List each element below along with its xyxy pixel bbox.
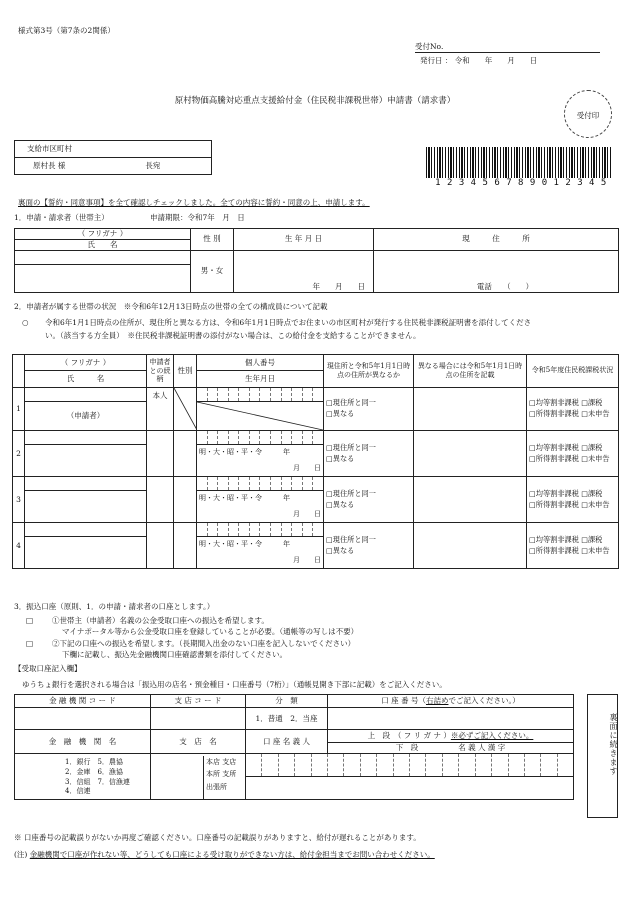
footer-note1: ※ 口座番号の記載誤りがないか再度ご確認ください。口座番号の記載誤りがありますと、給付が遅れることがあります。 (14, 833, 421, 842)
bank-code-header: 金 融 機 関 コ ー ド (15, 695, 151, 708)
option2-note: 下欄に記載し、振込先金融機関口座確認書類を添付してください。 (62, 650, 287, 659)
furigana-input[interactable] (15, 250, 191, 264)
birth-header: 生 年 月 日 (234, 229, 374, 251)
sex-header: 性 別 (191, 229, 234, 251)
hh-mynumber-input[interactable] (197, 388, 324, 402)
addressee-box (14, 140, 212, 175)
account-type-options[interactable]: 1．普通 2．当座 (246, 708, 328, 730)
hh-address-diff-header: 現住所と令和5年1月1日時点の住所が異なるか (324, 355, 414, 388)
address-input[interactable]: 電話 （ ） (374, 250, 619, 292)
option2-label: ②下記の口座への振込を希望します。（長期間入出金のない口座を記入しないでください） (52, 639, 356, 648)
hh-tax-options: □均等割非課税 □課税 □所得割非課税 □未申告 (527, 431, 619, 477)
hh-mynumber-header: 個人番号 (197, 355, 324, 371)
bank-table (14, 694, 574, 800)
deadline: 申請期限：令和7年 月 日 (150, 213, 245, 222)
hh-address-diff-options: □現住所と同一 □異なる (324, 477, 414, 523)
page-title: 原村物価高騰対応重点支援給付金（住民税非課税世帯）申請書（請求書） (174, 96, 456, 106)
bank-code-input[interactable] (15, 708, 151, 730)
holder-input[interactable] (246, 754, 574, 800)
hh-sex-input[interactable] (174, 431, 197, 477)
mayor-label: 原村長 様 長宛 (15, 158, 212, 175)
hh-sex-input[interactable] (174, 523, 197, 569)
account-number-header: 口 座 番 号（右詰めでご記入ください。） (328, 695, 574, 708)
hh-address-diff-options: □現住所と同一 □異なる (324, 431, 414, 477)
upper-header: 上 段 （ フ リ ガ ナ ）※必ずご記入ください。 (328, 730, 574, 743)
note-line2: い。（該当する方全員） ※住民税非課税証明書の添付がない場合は、この給付金を支給することができません。 (45, 331, 421, 340)
continued-on-back: 裏面に続きます (587, 694, 618, 818)
hh-relation-header: 申請者との続柄 (147, 355, 174, 388)
barcode (426, 147, 612, 178)
branch-code-header: 支 店 コ ー ド (151, 695, 246, 708)
hh-mynumber-input[interactable] (197, 477, 324, 491)
footer-note2: (注) 金融機関で口座が作れない等、どうしても口座による受け取りができない方は、給付金担当までお問い合わせください。 (14, 850, 435, 859)
receipt-number: 受付No. (415, 43, 600, 53)
branch-code-input[interactable] (151, 708, 246, 730)
hh-row-num: 3 (13, 477, 25, 523)
option1-note: マイナポータル等から公金受取口座を登録していることが必要。（通帳等の写しは不要） (62, 627, 359, 636)
hh-furigana-input[interactable] (25, 523, 147, 537)
birth-input[interactable]: 年 月 日 (234, 250, 374, 292)
hh-prev-address-input[interactable] (414, 388, 527, 431)
bullet: ○ (22, 318, 29, 327)
hh-furigana-input[interactable] (25, 477, 147, 491)
account-type-header: 分 類 (246, 695, 328, 708)
hh-sex-header: 性別 (174, 355, 197, 388)
hh-row-num: 1 (13, 388, 25, 431)
hh-name: （申請者） (25, 402, 147, 431)
hh-birth-input[interactable]: 明・大・昭・平・令 年 月 日 (197, 445, 324, 477)
form-number: 様式第3号（第7条の2関係） (18, 26, 115, 35)
hh-mynumber-input[interactable] (197, 431, 324, 445)
hh-birth-input[interactable]: 明・大・昭・平・令 年 月 日 (197, 491, 324, 523)
hh-tax-options: □均等割非課税 □課税 □所得割非課税 □未申告 (527, 388, 619, 431)
hh-name-input[interactable] (25, 491, 147, 523)
section3-heading: 3．振込口座（原則、1．の申請・請求者の口座とします。） (14, 602, 215, 611)
barcode-digits: 1 2 3 4 5 6 7 8 9 0 1 2 3 4 5 (435, 178, 607, 188)
hh-tax-header: 令和5年度住民税課税状況 (527, 355, 619, 388)
hh-name-input[interactable] (25, 537, 147, 569)
hh-name-header: 氏 名 (25, 371, 147, 388)
hh-address-diff-options: □現住所と同一 □異なる (324, 388, 414, 431)
name-input[interactable] (15, 264, 191, 292)
household-table (12, 354, 619, 569)
hh-birth-slash (197, 402, 324, 431)
section1-heading: 1．申請・請求者（世帯主） (14, 213, 109, 222)
hh-sex-input[interactable] (174, 477, 197, 523)
hh-address-diff-options: □現住所と同一 □異なる (324, 523, 414, 569)
option1-checkbox[interactable]: □ (26, 616, 34, 625)
hh-row-num: 2 (13, 431, 25, 477)
hh-birth-input[interactable]: 明・大・昭・平・令 年 月 日 (197, 537, 324, 569)
hh-tax-options: □均等割非課税 □課税 □所得割非課税 □未申告 (527, 477, 619, 523)
hh-relation-input[interactable] (147, 477, 174, 523)
branch-name-input[interactable]: 本店 支店 本所 支所 出張所 (151, 754, 246, 800)
section2-heading: 2．申請者が属する世帯の状況 ※令和6年12月13日時点の世帯の全ての構成員について記載 (14, 302, 328, 311)
municipality-label: 支給市区町村 (15, 141, 212, 158)
option1-label: ①世帯主（申請者）名義の公金受取口座への振込を希望します。 (52, 616, 269, 625)
address-header: 現 住 所 (374, 229, 619, 251)
hh-furigana-header: （ フリガナ ） (25, 355, 147, 371)
pledge-notice: 裏面の【誓約・同意事項】を全て確認しチェックしました。全ての内容に誓約・同意の上、申請します。 (18, 198, 370, 207)
hh-mynumber-input[interactable] (197, 523, 324, 537)
hh-tax-options: □均等割非課税 □課税 □所得割非課税 □未申告 (527, 523, 619, 569)
hh-relation-input[interactable] (147, 431, 174, 477)
hh-furigana-input[interactable] (25, 388, 147, 402)
hh-prev-address-header: 異なる場合には令和5年1月1日時点の住所を記載 (414, 355, 527, 388)
sex-value: 男・女 (191, 250, 234, 292)
hh-relation: 本人 (147, 388, 174, 431)
holder-header: 口 座 名 義 人 (246, 730, 328, 754)
hh-prev-address-input[interactable] (414, 431, 527, 477)
receipt-stamp: 受付印 (564, 90, 612, 138)
hh-birth-header: 生年月日 (197, 371, 324, 388)
branch-name-header: 支 店 名 (151, 730, 246, 754)
hh-prev-address-input[interactable] (414, 477, 527, 523)
bank-name-header: 金 融 機 関 名 (15, 730, 151, 754)
account-form-title: 【受取口座記入欄】 (14, 664, 82, 673)
hh-relation-input[interactable] (147, 523, 174, 569)
option2-checkbox[interactable]: □ (26, 639, 34, 648)
lower-header: 下 段 名 義 人 漢 字 (328, 743, 574, 754)
hh-name-input[interactable] (25, 445, 147, 477)
hh-prev-address-input[interactable] (414, 523, 527, 569)
bank-name-input[interactable]: 1．銀行 5．農協 2．金庫 6．漁協 3．信組 7．信漁連 4．信連 (15, 754, 151, 800)
applicant-table (14, 228, 619, 293)
hh-sex-slash (174, 388, 197, 431)
yucho-note: ゆうちょ銀行を選択される場合は「振込用の店名・預金種目・口座番号（7桁）」（通帳見開き下部に記載）をご記入ください。 (22, 680, 447, 689)
hh-furigana-input[interactable] (25, 431, 147, 445)
furigana-header: （ フリガナ ） (15, 229, 191, 240)
account-number-input[interactable] (328, 708, 574, 730)
hh-row-num: 4 (13, 523, 25, 569)
issue-date: 発行日 ： 令和 年 月 日 (420, 56, 538, 65)
name-header: 氏 名 (15, 239, 191, 250)
note-line1: 令和6年1月1日時点の住所が、現住所と異なる方は、令和6年1月1日時点でお住まいの市区町村が発行する住民税非課税証明書を添付してくださ (45, 318, 532, 327)
